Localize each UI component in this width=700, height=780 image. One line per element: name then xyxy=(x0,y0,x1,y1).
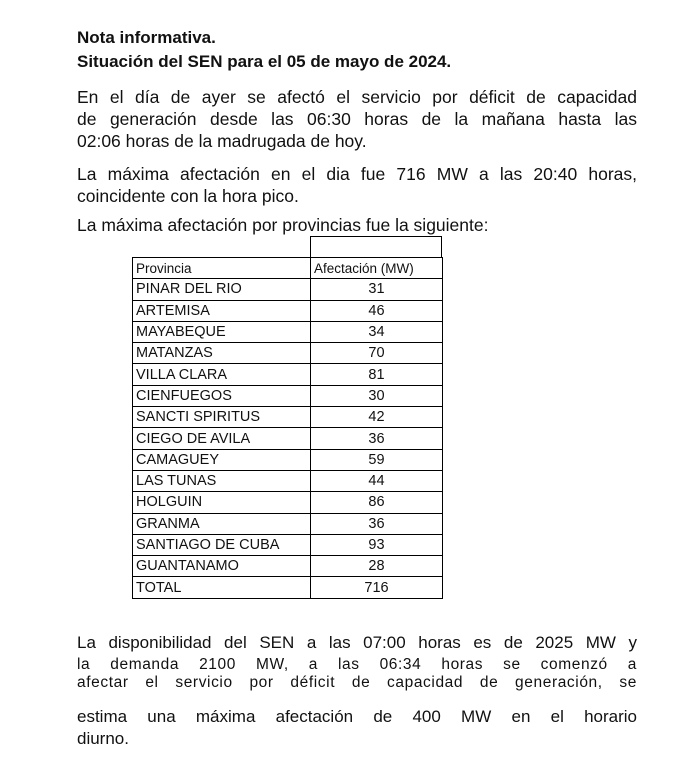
paragraph-line: la demanda 2100 MW, a las 06:34 horas se comenzó a xyxy=(77,656,637,673)
paragraph-line: afectar el servicio por déficit de capacidad de generación, se xyxy=(77,674,637,691)
province-cell: LAS TUNAS xyxy=(133,470,311,491)
province-cell: GUANTANAMO xyxy=(133,556,311,577)
table-total-row xyxy=(133,577,443,598)
province-cell: ARTEMISA xyxy=(133,300,311,321)
province-cell: MATANZAS xyxy=(133,343,311,364)
impact-value-cell: 93 xyxy=(311,534,443,555)
impact-value-cell: 31 xyxy=(311,279,443,300)
paragraph-line: La máxima afectación en el dia fue 716 MW a las 20:40 horas, xyxy=(77,164,637,184)
impact-value-cell: 36 xyxy=(311,428,443,449)
table-row xyxy=(133,470,443,491)
impact-value-cell: 36 xyxy=(311,513,443,534)
note-title: Nota informativa. xyxy=(77,28,216,47)
table-row xyxy=(133,492,443,513)
impact-value-cell: 30 xyxy=(311,385,443,406)
paragraph-outage-period xyxy=(77,86,637,152)
impact-value-cell: 86 xyxy=(311,492,443,513)
impact-value-cell: 28 xyxy=(311,556,443,577)
province-cell: CAMAGUEY xyxy=(133,449,311,470)
table-row xyxy=(133,407,443,428)
province-cell: TOTAL xyxy=(133,577,311,598)
paragraph-line: coincidente con la hora pico. xyxy=(77,186,299,206)
impact-value-cell: 46 xyxy=(311,300,443,321)
paragraph-availability xyxy=(77,632,637,654)
impact-value-cell: 81 xyxy=(311,364,443,385)
note-subtitle: Situación del SEN para el 05 de mayo de 2024. xyxy=(77,52,452,71)
impact-value-cell: 44 xyxy=(311,470,443,491)
table-row xyxy=(133,321,443,342)
impact-value-cell: 716 xyxy=(311,577,443,598)
column-header-value: Afectación (MW) xyxy=(311,258,443,279)
province-cell: HOLGUIN xyxy=(133,492,311,513)
table-row xyxy=(133,343,443,364)
paragraph-line: En el día de ayer se afectó el servicio por déficit de capacidad xyxy=(77,87,637,107)
province-cell: CIENFUEGOS xyxy=(133,385,311,406)
province-cell: SANTIAGO DE CUBA xyxy=(133,534,311,555)
paragraph-line: de generación desde las 06:30 horas de la mañana hasta las xyxy=(77,109,637,129)
table-header-box xyxy=(310,236,442,257)
table-row xyxy=(133,534,443,555)
impact-value-cell: 59 xyxy=(311,449,443,470)
impact-value-cell: 42 xyxy=(311,407,443,428)
paragraph-demand xyxy=(77,656,637,692)
paragraph-line: La disponibilidad del SEN a las 07:00 horas es de 2025 MW y xyxy=(77,633,637,652)
province-cell: MAYABEQUE xyxy=(133,321,311,342)
table-row xyxy=(133,364,443,385)
province-cell: SANCTI SPIRITUS xyxy=(133,407,311,428)
impact-value-cell: 70 xyxy=(311,343,443,364)
table-row xyxy=(133,385,443,406)
paragraph-line: diurno. xyxy=(77,729,129,748)
table-row xyxy=(133,279,443,300)
paragraph-line: La máxima afectación por provincias fue la siguiente: xyxy=(77,215,489,235)
province-cell: CIEGO DE AVILA xyxy=(133,428,311,449)
impact-value-cell: 34 xyxy=(311,321,443,342)
paragraph-max-impact xyxy=(77,163,637,207)
province-cell: VILLA CLARA xyxy=(133,364,311,385)
column-header-province: Provincia xyxy=(133,258,311,279)
province-impact-table xyxy=(132,257,443,599)
table-row xyxy=(133,449,443,470)
table-row xyxy=(133,556,443,577)
table-row xyxy=(133,428,443,449)
province-cell: GRANMA xyxy=(133,513,311,534)
province-cell: PINAR DEL RIO xyxy=(133,279,311,300)
table-row xyxy=(133,513,443,534)
table-body xyxy=(133,279,443,598)
paragraph-line: estima una máxima afectación de 400 MW en el horario xyxy=(77,707,637,726)
table-header-row xyxy=(133,258,443,279)
paragraph-estimate xyxy=(77,706,637,750)
paragraph-line: 02:06 horas de la madrugada de hoy. xyxy=(77,131,367,151)
paragraph-by-province xyxy=(77,214,637,236)
table-row xyxy=(133,300,443,321)
